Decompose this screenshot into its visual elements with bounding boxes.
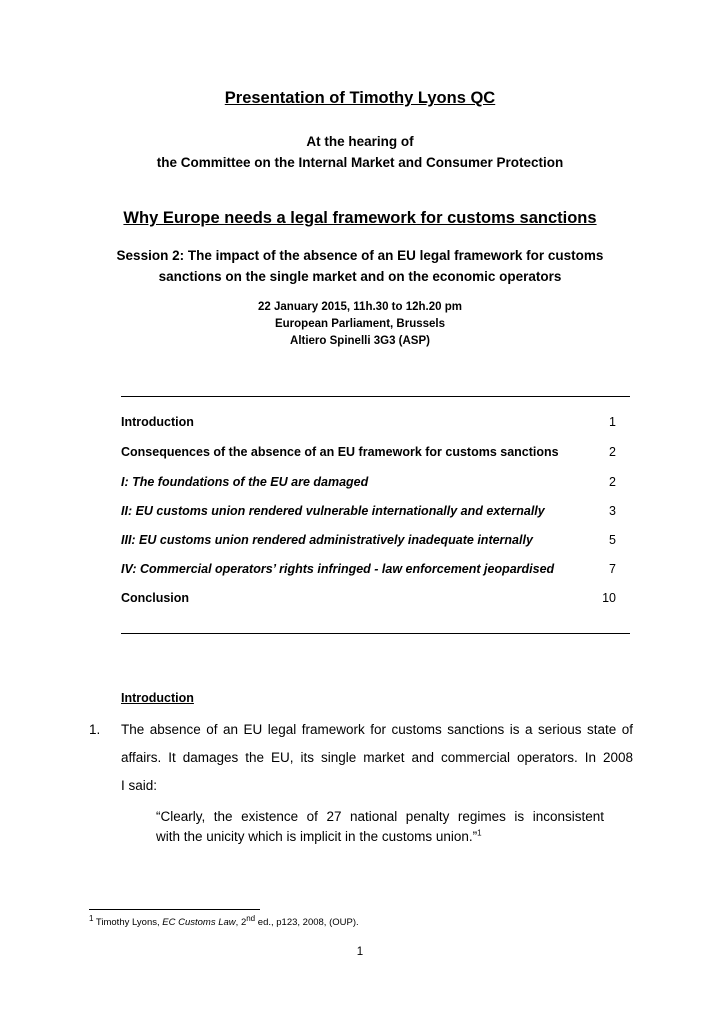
toc-item-page: 1 — [609, 415, 616, 429]
toc-item-label: IV: Commercial operators’ rights infringed - law enforcement jeopardised — [121, 562, 555, 576]
event-venue: European Parliament, Brussels — [274, 318, 445, 330]
toc-item-label: Conclusion — [121, 591, 190, 605]
toc-item-page: 5 — [609, 533, 616, 547]
toc-item-page: 3 — [609, 504, 616, 518]
hearing-line-1: At the hearing of — [306, 134, 414, 149]
document-subtitle: Why Europe needs a legal framework for customs sanctions — [123, 209, 597, 227]
session-line-1: Session 2: The impact of the absence of an EU legal framework for customs — [116, 248, 604, 263]
toc-item-page: 7 — [609, 562, 616, 576]
quote-line: with the unicity which is implicit in the customs union.”$^1$ — [156, 828, 482, 844]
toc-item-label: Introduction — [121, 415, 194, 429]
page-number: 1 — [356, 946, 364, 958]
document-title: Presentation of Timothy Lyons QC — [224, 89, 496, 107]
event-date: 22 January 2015, 11h.30 to 12h.20 pm — [258, 301, 462, 313]
introduction-heading: Introduction — [121, 691, 194, 705]
toc-item-page: 10 — [602, 591, 616, 605]
toc-top-divider — [121, 396, 630, 397]
session-line-2: sanctions on the single market and on the economic operators — [158, 269, 562, 284]
paragraph-number: 1. — [89, 722, 101, 737]
quote-line: “Clearly, the existence of 27 national penalty regimes is inconsistent — [156, 809, 604, 824]
event-room: Altiero Spinelli 3G3 (ASP) — [290, 335, 430, 347]
toc-bottom-divider — [121, 633, 630, 634]
toc-item-page: 2 — [609, 475, 616, 489]
hearing-line-2: the Committee on the Internal Market and Consumer Protection — [156, 155, 564, 170]
footnote-book-title: EC Customs Law — [162, 917, 236, 928]
footnote-mark: 1 — [89, 913, 94, 923]
paragraph-line: The absence of an EU legal framework for customs sanctions is a serious state of — [121, 722, 633, 737]
toc-item-label: I: The foundations of the EU are damaged — [121, 475, 369, 489]
toc-item-page: 2 — [609, 445, 616, 459]
paragraph-line: affairs. It damages the EU, its single market and commercial operators. In 2008 — [121, 750, 633, 765]
toc-item-label: Consequences of the absence of an EU framework for customs sanctions — [121, 445, 559, 459]
footnote-divider — [89, 909, 260, 910]
paragraph-line: I said: — [121, 778, 158, 793]
footnote-reference[interactable]: 1 — [477, 828, 482, 838]
toc-item-label: II: EU customs union rendered vulnerable internationally and externally — [121, 504, 545, 518]
footnote: $^1$ Timothy Lyons, EC Customs Law, 2nd ed., p123, 2008, (OUP). — [89, 913, 359, 928]
toc-item-label: III: EU customs union rendered administratively inadequate internally — [121, 533, 533, 547]
